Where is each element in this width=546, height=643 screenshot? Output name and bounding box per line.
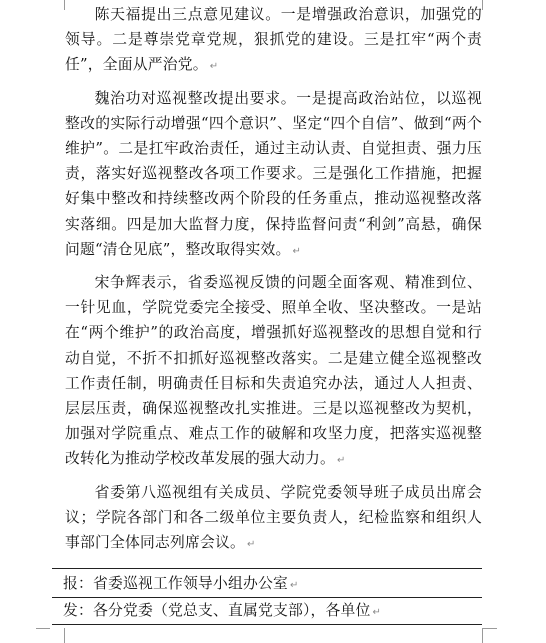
- report-label: 报：: [63, 575, 93, 592]
- paragraph-attendees: [65, 480, 482, 558]
- paragraph-mark-icon: ↵: [289, 580, 299, 591]
- paragraph-text: 宋争辉表示，省委巡视反馈的问题全面客观、精准到位、一针见血，学院党委完全接受、照单全收、坚决整改。一是站在“两个维护”的政治高度，增强抓好巡视整改的思想自觉和行动自觉，不折不扣抓好巡视整改落实。二是建立健全巡视整改工作责任制，明确责任目标和失责追究办法，通过人人担责、层层压责，确保巡视整改扎实推进。三是以巡视整改为契机，加强对学院重点、难点工作的破解和攻坚力度，把落实巡视整改转化为推动学校改革发展的强大动力。: [65, 274, 482, 468]
- distribution-send-line: [63, 600, 381, 624]
- send-label: 发：: [63, 602, 93, 619]
- report-value: 省委巡视工作领导小组办公室: [93, 575, 288, 592]
- document-body: [65, 2, 482, 563]
- paragraph-wei-zhigong: [65, 86, 482, 264]
- paragraph-song-zhenghui: [65, 270, 482, 474]
- paragraph-text: 省委第八巡视组有关成员、学院党委领导班子成员出席会议；学院各部门和各二级单位主要负责人，纪检监察和组织人事部门全体同志列席会议。: [65, 483, 482, 552]
- crop-mark-bottom-right: [482, 628, 497, 643]
- crop-mark-bottom-right-h: [483, 628, 497, 629]
- paragraph-mark-icon: ↵: [292, 245, 302, 257]
- distribution-rule-top: [52, 568, 482, 569]
- crop-mark-bottom-left: [50, 628, 65, 643]
- paragraph-text: 魏治功对巡视整改提出要求。一是提高政治站位，以巡视整改的实际行动增强“四个意识”、坚定“四个自信”、做到“两个维护”。二是扛牢政治责任，通过主动认责、自觉担责、强力压责，落实好巡视整改各项工作要求。三是强化工作措施，把握好集中整改和持续整改两个阶段的任务重点，推动巡视整改落实落细。四是加大监督力度，保持监督问责“利剑”高悬，确保问题“清仓见底”，整改取得实效。: [65, 89, 482, 258]
- crop-mark-top-left: [50, 0, 65, 10]
- distribution-report-line: [63, 573, 299, 597]
- crop-mark-top-right: [482, 0, 497, 10]
- paragraph-mark-icon: ↵: [246, 539, 256, 551]
- paragraph-mark-icon: ↵: [372, 607, 382, 618]
- paragraph-text: 陈天福提出三点意见建议。一是增强政治意识，加强党的领导。二是尊崇党章党规，狠抓党的建设。三是扛牢“两个责任”，全面从严治党。: [65, 6, 482, 74]
- distribution-rule-bottom: [52, 624, 482, 625]
- send-value: 各分党委（党总支、直属党支部），各单位: [93, 602, 371, 619]
- crop-mark-bottom-left-h: [36, 628, 50, 629]
- paragraph-mark-icon: ↵: [209, 61, 219, 73]
- distribution-rule-middle: [52, 597, 482, 598]
- paragraph-mark-icon: ↵: [336, 455, 346, 467]
- paragraph-chen-tianfu: [65, 2, 482, 80]
